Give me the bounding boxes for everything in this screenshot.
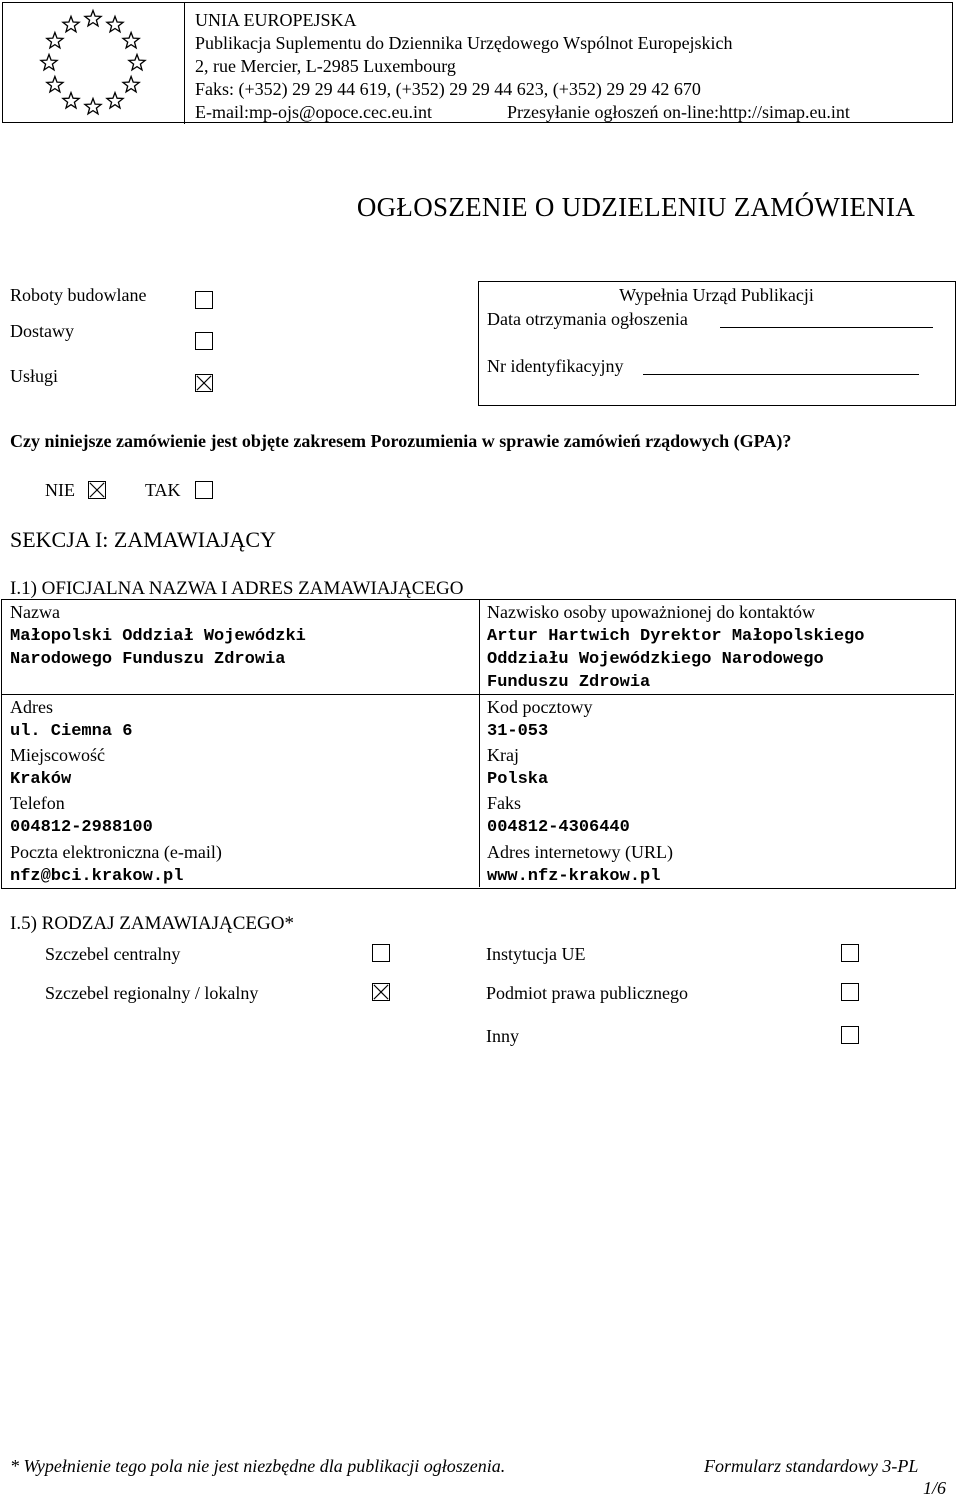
- subsection-title: I.5) RODZAJ ZAMAWIAJĄCEGO*: [10, 913, 294, 934]
- fax-label: Faks: [487, 793, 522, 813]
- star-icon: [63, 16, 79, 31]
- gpa-yes-label: TAK: [145, 480, 181, 500]
- star-icon: [85, 11, 101, 26]
- pub-office-heading: Wypełnia Urząd Publikacji: [619, 285, 814, 305]
- gpa-no-label: NIE: [45, 480, 75, 500]
- check-cross-icon: [196, 375, 212, 391]
- authority-regional-label: Szczebel regionalny / lokalny: [45, 983, 259, 1003]
- footer-form-name: Formularz standardowy 3-PL: [704, 1456, 919, 1476]
- city-label: Miejscowość: [10, 745, 105, 765]
- authority-central-checkbox[interactable]: [372, 944, 390, 962]
- check-cross-icon: [89, 482, 105, 498]
- name-value: Narodowego Funduszu Zdrowia: [10, 650, 286, 669]
- contract-type-services-checkbox[interactable]: [195, 374, 213, 392]
- star-icon: [123, 77, 139, 92]
- name-value: Małopolski Oddział Wojewódzki: [10, 627, 306, 646]
- header-contact-line: [195, 101, 850, 124]
- eu-flag-logo: [3, 3, 185, 124]
- star-icon: [41, 55, 57, 70]
- authority-other-checkbox[interactable]: [841, 1026, 859, 1044]
- gpa-question: Czy niniejsze zamówienie jest objęte zakresem Porozumienia w sprawie zamówień rządowych (GPA)?: [10, 431, 792, 451]
- header-line: Faks: (+352) 29 29 44 619, (+352) 29 29 44 623, (+352) 29 29 42 670: [195, 79, 701, 99]
- contact-person-value: Artur Hartwich Dyrektor Małopolskiego: [487, 627, 865, 646]
- email-label: Poczta elektroniczna (e-mail): [10, 842, 222, 862]
- authority-eu-checkbox[interactable]: [841, 944, 859, 962]
- country-value: Polska: [487, 770, 549, 789]
- contract-type-label-services: Usługi: [10, 366, 59, 386]
- contract-type-supplies-checkbox[interactable]: [195, 332, 213, 350]
- postcode-label: Kod pocztowy: [487, 697, 593, 717]
- check-cross-icon: [373, 984, 389, 1000]
- contact-person-value: Funduszu Zdrowia: [487, 673, 651, 692]
- authority-central-label: Szczebel centralny: [45, 944, 181, 964]
- star-icon: [107, 93, 123, 108]
- url-label: Adres internetowy (URL): [487, 842, 673, 862]
- authority-public-law-checkbox[interactable]: [841, 983, 859, 1001]
- table-divider: [2, 694, 954, 695]
- postcode-value: 31-053: [487, 722, 549, 741]
- pub-office-id-label: Nr identyfikacyjny: [487, 356, 624, 376]
- url-value: www.nfz-krakow.pl: [487, 867, 661, 886]
- authority-eu-label: Instytucja UE: [486, 944, 586, 964]
- contract-type-works-checkbox[interactable]: [195, 291, 213, 309]
- header-line: UNIA EUROPEJSKA: [195, 10, 357, 30]
- email-value: nfz@bci.krakow.pl: [10, 867, 184, 886]
- name-label: Nazwa: [10, 602, 60, 622]
- header-box: [2, 2, 953, 123]
- section-title: SEKCJA I: ZAMAWIAJĄCY: [10, 527, 276, 552]
- contract-type-label-supplies: Dostawy: [10, 321, 74, 341]
- date-received-field[interactable]: [720, 327, 933, 328]
- publication-office-box: [478, 281, 956, 406]
- star-icon: [107, 16, 123, 31]
- header-line: 2, rue Mercier, L-2985 Luxembourg: [195, 56, 456, 76]
- star-icon: [47, 33, 63, 48]
- star-icon: [47, 77, 63, 92]
- id-number-field[interactable]: [643, 374, 919, 375]
- phone-label: Telefon: [10, 793, 65, 813]
- page-title-text: OGŁOSZENIE O UDZIELENIU ZAMÓWIENIA: [356, 192, 916, 222]
- contract-type-label-works: Roboty budowlane: [10, 285, 147, 305]
- header-line: Publikacja Suplementu do Dziennika Urzędowego Wspólnot Europejskich: [195, 33, 733, 53]
- header-text: [195, 9, 850, 124]
- header-online: Przesyłanie ogłoszeń on-line:http://simap.eu.int: [507, 102, 850, 122]
- star-icon: [85, 99, 101, 114]
- contact-table: [1, 599, 956, 889]
- gpa-yes-checkbox[interactable]: [195, 481, 213, 499]
- gpa-no-checkbox[interactable]: [88, 481, 106, 499]
- pub-office-date-label: Data otrzymania ogłoszenia: [487, 309, 688, 329]
- subsection-title: I.1) OFICJALNA NAZWA I ADRES ZAMAWIAJĄCEGO: [10, 578, 464, 599]
- contact-person-value: Oddziału Wojewódzkiego Narodowego: [487, 650, 824, 669]
- footer-note: * Wypełnienie tego pola nie jest niezbędne dla publikacji ogłoszenia.: [10, 1456, 506, 1476]
- phone-value: 004812-2988100: [10, 818, 153, 837]
- address-label: Adres: [10, 697, 53, 717]
- address-value: ul. Ciemna 6: [10, 722, 133, 741]
- star-icon: [63, 93, 79, 108]
- star-icon: [123, 33, 139, 48]
- authority-public-law-label: Podmiot prawa publicznego: [486, 983, 688, 1003]
- star-icon: [129, 55, 145, 70]
- table-divider: [479, 600, 480, 887]
- contact-person-label: Nazwisko osoby upoważnionej do kontaktów: [487, 602, 815, 622]
- authority-other-label: Inny: [486, 1026, 519, 1046]
- country-label: Kraj: [487, 745, 519, 765]
- authority-regional-checkbox[interactable]: [372, 983, 390, 1001]
- page-number: 1/6: [923, 1478, 947, 1498]
- page-title: [0, 192, 960, 223]
- eu-stars-icon: [3, 3, 183, 121]
- fax-value: 004812-4306440: [487, 818, 630, 837]
- city-value: Kraków: [10, 770, 72, 789]
- header-email: E-mail:mp-ojs@opoce.cec.eu.int: [195, 102, 432, 122]
